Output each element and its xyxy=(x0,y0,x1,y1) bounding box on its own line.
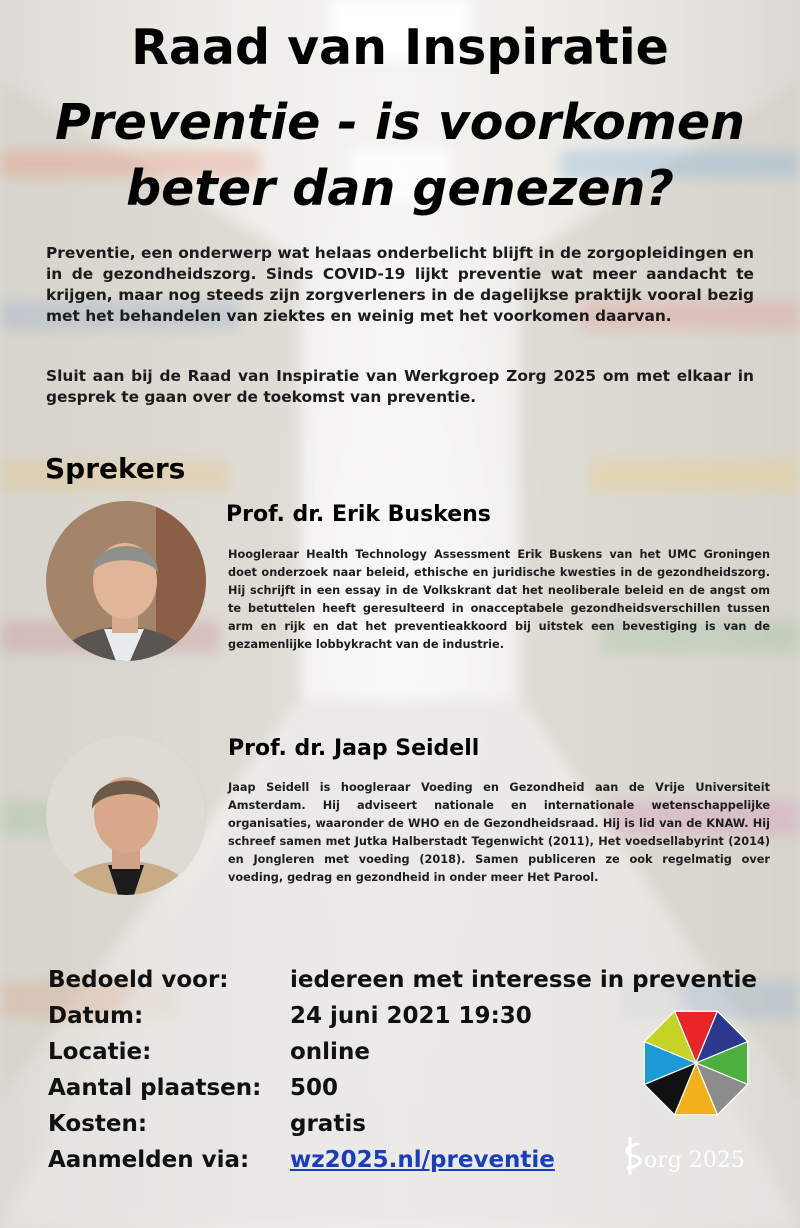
speaker-1-photo xyxy=(46,501,206,661)
detail-label: Aanmelden via: xyxy=(48,1147,250,1173)
detail-value: iedereen met interesse in preventie xyxy=(290,967,757,993)
speaker-2-photo xyxy=(46,735,206,895)
poster-subtitle xyxy=(0,90,800,222)
poster-title: Raad van Inspiratie xyxy=(131,19,669,76)
poster-subtitle-line-2: beter dan genezen? xyxy=(126,160,674,217)
speaker-1-bio: Hoogleraar Health Technology Assessment Erik Buskens van het UMC Groningen doet onderzoek naar beleid, ethische en juridische kwesties in de gezondheidszorg. Hij schrijft in een essay in de Volkskrant dat het neoliberale beleid en de angst om te betuttelen heeft geresulteerd in onacceptabele gezondheidsverschillen tussen arm en rijk en dat het preventieakkoord bij uitstek een bevestiging is van de gezamenlijke lobbykracht van de industrie. xyxy=(228,548,770,651)
detail-label: Bedoeld voor: xyxy=(48,967,229,993)
detail-value: gratis xyxy=(290,1111,366,1137)
speakers-heading: Sprekers xyxy=(45,452,186,485)
speaker-1-name: Prof. dr. Erik Buskens xyxy=(226,502,491,527)
speaker-2-name: Prof. dr. Jaap Seidell xyxy=(228,736,480,761)
umbrella-logo-icon xyxy=(638,1005,754,1121)
detail-row-audience xyxy=(48,962,768,998)
registration-link[interactable]: wz2025.nl/preventie xyxy=(290,1147,555,1173)
detail-label: Locatie: xyxy=(48,1039,152,1065)
detail-value: 24 juni 2021 19:30 xyxy=(290,1003,532,1029)
intro-paragraph-1: Preventie, een onderwerp wat helaas onderbelicht blijft in de zorgopleidingen en in de gezondheidszorg. Sinds COVID-19 lijkt preventie wat meer aandacht te krijgen, maar nog steeds zijn zorgverleners in de dagelijkse praktijk vooral bezig met het behandelen van ziektes en weinig met het voorkomen daarvan. xyxy=(46,244,754,325)
detail-label: Aantal plaatsen: xyxy=(48,1075,262,1101)
zorg-2025-logo xyxy=(622,1136,778,1176)
staff-of-asclepius-icon xyxy=(627,1138,640,1174)
detail-label: Datum: xyxy=(48,1003,144,1029)
detail-value: 500 xyxy=(290,1075,339,1101)
intro-paragraph-2: Sluit aan bij de Raad van Inspiratie van Werkgroep Zorg 2025 om met elkaar in gesprek te gaan over de toekomst van preventie. xyxy=(46,367,754,406)
logo-text: org 2025 xyxy=(644,1148,745,1173)
detail-label: Kosten: xyxy=(48,1111,148,1137)
detail-value: online xyxy=(290,1039,370,1065)
poster-subtitle-line-1: Preventie - is voorkomen xyxy=(55,94,745,151)
speaker-2-bio: Jaap Seidell is hoogleraar Voeding en Gezondheid aan de Vrije Universiteit Amsterdam. Hij adviseert nationale en internationale wetenschappelijke organisaties, waaronder de WHO en de Gezondheidsraad. Hij is lid van de KNAW. Hij schreef samen met Jutka Halberstadt Tegenwicht (2011), Het voedsellabyrint (2014) en Jongleren met voeding (2018). Samen publiceren ze ook regelmatig over voeding, gedrag en gezondheid in onder meer Het Parool. xyxy=(228,781,770,884)
